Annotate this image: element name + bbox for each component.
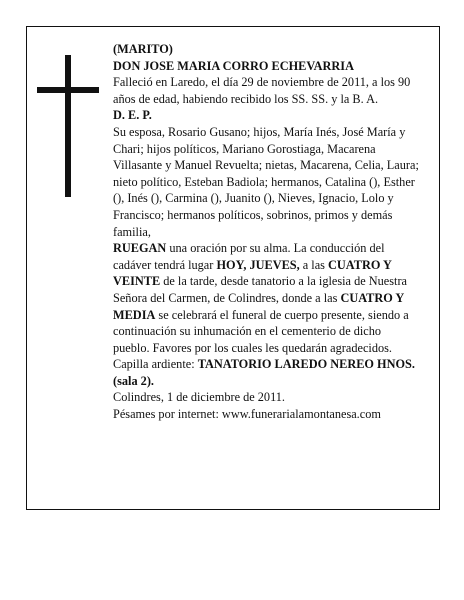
dep-abbreviation: D. E. P.: [113, 108, 152, 123]
request-time-funeral: CUATRO Y MEDIA: [113, 290, 404, 322]
cross-horizontal-bar: [37, 87, 99, 93]
request-chapel: TANATORIO LAREDO NEREO HNOS. (sala 2).: [113, 357, 415, 388]
deceased-name: DON JOSE MARIA CORRO ECHEVARRIA: [113, 58, 354, 73]
cross-vertical-bar: [65, 55, 71, 197]
condolences-website: Pésames por internet: www.funerarialamontanesa.com: [113, 407, 381, 422]
family-list: Su esposa, Rosario Gusano; hijos, María Inés, José María y Chari; hijos políticos, Mariano Gorostiaga, Macarena Villasante y Manuel Revuelta; nietas, Macarena, Celia, Laura; nieto político, Esteban Badiola; hermanos, Catalina (), Esther (), Inés (), Carmina (), Juanito (), Nieves, Ignacio, Lolo y Francisco; hermanos políticos, sobrinos, primos y demás familia,: [113, 124, 419, 239]
place-date: Colindres, 1 de diciembre de 2011.: [113, 390, 286, 405]
request-day: HOY, JUEVES,: [216, 257, 300, 272]
obituary-notice: [26, 26, 440, 510]
funeral-request: [113, 240, 419, 389]
obituary-text: [113, 41, 419, 423]
request-text-4: se celebrará el funeral de cuerpo presente, siendo a continuación su inhumación en el cementerio de dicho pueblo. Favores por los cuales les quedarán agradecidos. Capilla ardiente:: [113, 307, 409, 372]
request-text-3: de la tarde, desde tanatorio a la iglesia de Nuestra Señora del Carmen, de Colindres, donde a las: [113, 274, 408, 305]
request-text-2: a las: [299, 257, 329, 272]
request-ruegan: RUEGAN: [113, 241, 167, 256]
cross-icon: [37, 55, 99, 197]
request-time-conduction: CUATRO Y VEINTE: [113, 257, 392, 289]
request-text-1: una oración por su alma. La conducción del cadáver tendrá lugar: [113, 241, 385, 272]
death-details: Falleció en Laredo, el día 29 de noviembre de 2011, a los 90 años de edad, habiendo recibido los SS. SS. y la B. A.: [113, 75, 411, 106]
nickname: (MARITO): [113, 42, 173, 56]
